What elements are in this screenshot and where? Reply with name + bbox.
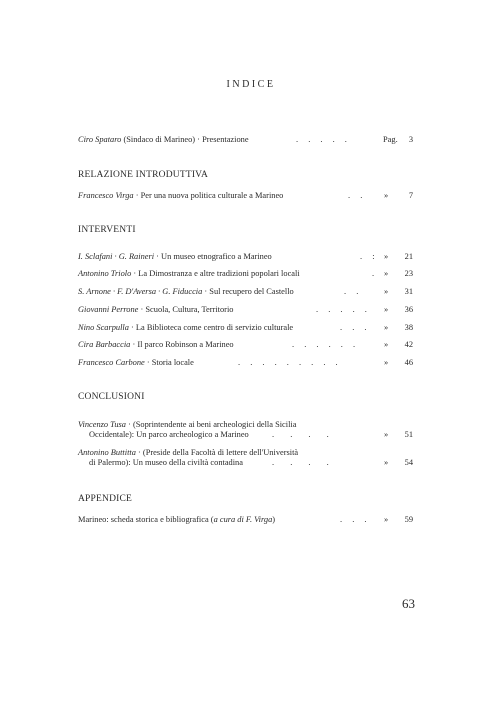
entry-dots: . . . . (272, 430, 336, 439)
entry-page: 23 (404, 269, 413, 278)
entry-text (78, 250, 272, 263)
entry-page-marker: » (384, 323, 389, 332)
entry-author: Francesco Carbone (78, 358, 145, 367)
entry-text (78, 133, 249, 146)
entry-author: Giovanni Perrone (78, 305, 139, 314)
section-relazione: RELAZIONE INTRODUTTIVA (78, 170, 209, 180)
entry-page-marker: » (384, 269, 389, 278)
entry-dots: . . . . . . . . . (238, 358, 342, 367)
entry-page-marker: » (384, 430, 389, 439)
entry-text (78, 513, 275, 526)
entry-editor: a cura di F. Virga (213, 515, 273, 524)
section-conclusioni: CONCLUSIONI (78, 392, 145, 402)
entry-page: 59 (404, 515, 413, 524)
entry-page-marker: » (384, 252, 389, 261)
entry-dots: . . . . . (296, 135, 351, 144)
entry-text (78, 338, 234, 351)
entry-title: · La Dimostranza e altre tradizioni popolari locali (133, 269, 300, 278)
entry-author: Francesco Virga (78, 191, 134, 200)
entry-page-marker: » (384, 287, 389, 296)
entry-author: S. Arnone · F. D'Aversa · G. Fiduccia (78, 287, 203, 296)
entry-text (78, 189, 283, 202)
entry-dots: . . . (340, 323, 371, 332)
section-appendice: APPENDICE (78, 494, 133, 504)
entry-author: I. Sclafani · G. Raineri (78, 252, 155, 261)
entry-title: · (Preside della Facoltà di lettere dell'Università (138, 448, 299, 457)
entry-author: Antonino Buttitta (78, 448, 136, 457)
entry-title: Marineo: scheda storica e bibliografica ( (78, 515, 214, 524)
entry-title: · Un museo etnografico a Marineo (156, 252, 272, 261)
entry-page-marker: Pag. (383, 135, 398, 144)
entry-dots: . . (348, 191, 367, 200)
entry-dots: . : (360, 252, 379, 261)
entry-title: · Storia locale (146, 358, 194, 367)
entry-title: · Il parco Robinson a Marineo (132, 340, 234, 349)
entry-page: 51 (404, 430, 413, 439)
entry-author: Vincenzo Tusa (78, 420, 126, 429)
entry-text (78, 303, 234, 316)
entry-title: · Scuola, Cultura, Territorio (140, 305, 234, 314)
entry-page-marker: » (384, 340, 389, 349)
entry-dots: . . . . (272, 458, 336, 467)
entry-text-line2: di Palermo): Un museo della civiltà contadina (89, 458, 243, 467)
entry-page-marker: » (384, 458, 389, 467)
entry-text-line2: Occidentale): Un parco archeologico a Marineo (89, 430, 249, 439)
entry-page: 42 (404, 340, 413, 349)
entry-page: 54 (404, 458, 413, 467)
entry-text (78, 267, 300, 280)
entry-author: Antonino Triolo (78, 269, 132, 278)
entry-page-marker: » (384, 305, 389, 314)
entry-dots: . . . . . . (292, 340, 360, 349)
entry-page-marker: » (384, 358, 389, 367)
entry-page: 46 (404, 358, 413, 367)
entry-title: · (Soprintendente ai beni archeologici della Sicilia (128, 420, 297, 429)
entry-author: Nino Scarpulla (78, 323, 129, 332)
entry-page: 38 (404, 323, 413, 332)
entry-page-marker: » (384, 191, 389, 200)
entry-page: 3 (408, 135, 413, 144)
section-interventi: INTERVENTI (78, 225, 136, 235)
entry-page-marker: » (384, 515, 389, 524)
entry-title-end: ) (272, 515, 276, 524)
entry-dots: . (372, 269, 379, 278)
entry-text (78, 285, 294, 298)
entry-title: (Sindaco di Marineo) · Presentazione (123, 135, 249, 144)
entry-author: Ciro Spataro (78, 135, 122, 144)
entry-dots: . . . (340, 515, 371, 524)
entry-author: Cira Barbaccia (78, 340, 131, 349)
entry-page: 7 (408, 191, 413, 200)
entry-page: 21 (404, 252, 413, 261)
entry-page: 31 (404, 287, 413, 296)
entry-dots: . . . . . (316, 305, 371, 314)
entry-page: 36 (404, 305, 413, 314)
entry-title: · Sul recupero del Castello (204, 287, 294, 296)
entry-title: · Per una nuova politica culturale a Marineo (135, 191, 284, 200)
index-title: INDICE (226, 79, 276, 90)
entry-title: · La Biblioteca come centro di servizio culturale (131, 323, 294, 332)
entry-text (78, 356, 194, 369)
entry-dots: . . (344, 287, 363, 296)
page-number: 63 (402, 596, 415, 611)
entry-text (78, 321, 293, 334)
